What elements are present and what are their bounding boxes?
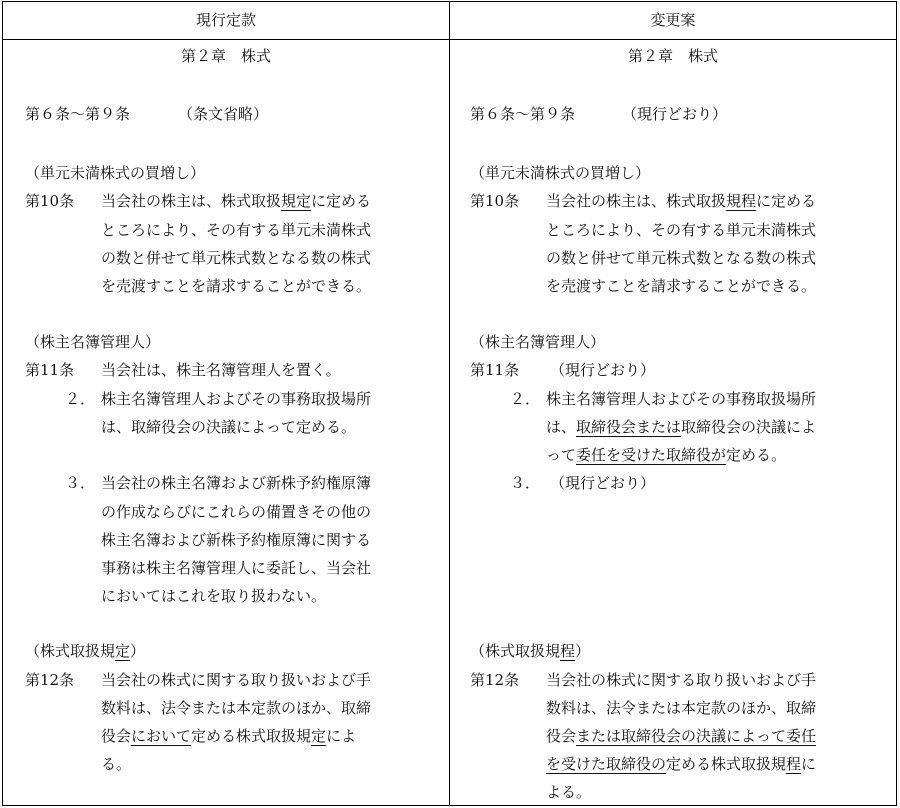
amended-text: 委任を受けた取締役が — [576, 446, 727, 464]
article-text: （条文省略） — [178, 105, 269, 123]
amended-text: 程 — [786, 755, 802, 773]
item-number: ２． — [65, 390, 96, 408]
article-text-line: においてはこれを取り扱わない。 — [101, 587, 327, 605]
column-divider — [449, 2, 450, 805]
article-label: 第10条 — [470, 192, 520, 210]
article-label: 第６条～第９条 — [470, 105, 576, 123]
article-label: 第12条 — [470, 671, 520, 689]
article-label: 第12条 — [25, 671, 75, 689]
article-text-line: 事務は株主名簿管理人に委託し、当会社 — [101, 559, 372, 577]
article-text-line: 数料は、法令または本定款のほか、取締 — [546, 699, 817, 717]
amended-text: において — [131, 727, 192, 745]
article-text-line: 株主名簿管理人およびその事務取扱場所 — [546, 390, 817, 408]
article-title: （単元未満株式の買増し） — [25, 164, 206, 182]
amended-text: 規定 — [281, 192, 312, 210]
item-number: ３． — [65, 474, 96, 492]
article-label: 第11条 — [25, 361, 75, 379]
article-text-line: を売渡すことを請求することができる。 — [546, 277, 817, 295]
article-text-line: る。 — [101, 755, 132, 773]
amended-text: または取締役会の決議によって委任 — [576, 727, 817, 745]
article-text-line: 当会社の株主は、株式取扱規定に定める — [101, 192, 372, 210]
article-text-line: よる。 — [546, 783, 592, 801]
article-text-line: は、取締役会の決議によって定める。 — [101, 418, 357, 436]
article-text-line: ところにより、その有する単元未満株式 — [101, 221, 372, 239]
header-current: 現行定款 — [195, 11, 256, 29]
article-title: （株式取扱規定） — [25, 642, 146, 660]
amended-text: 程 — [560, 642, 576, 660]
article-text-line: 当会社の株主は、株式取扱規程に定める — [546, 192, 817, 210]
article-label: 第10条 — [25, 192, 75, 210]
articles-comparison-table — [2, 1, 897, 806]
article-label: 第11条 — [470, 361, 520, 379]
item-number: ２． — [510, 390, 541, 408]
article-text: （現行どおり） — [622, 105, 728, 123]
item-number: ３． — [510, 474, 541, 492]
article-text-line: 株主名簿管理人およびその事務取扱場所 — [101, 390, 372, 408]
article-text-line: の作成ならびにこれらの備置きその他の — [101, 503, 372, 521]
article-text-line: 株主名簿および新株予約権原簿に関する — [101, 531, 372, 549]
article-text-line: を売渡すことを請求することができる。 — [101, 277, 372, 295]
article-text-line: 役会または取締役会の決議によって委任 — [546, 727, 817, 745]
article-title: （株主名簿管理人） — [470, 333, 606, 351]
article-text-line: 役会において定める株式取扱規定によ — [101, 727, 357, 745]
chapter-heading: 第２章 株式 — [627, 47, 718, 65]
article-text-line: 数料は、法令または本定款のほか、取締 — [101, 699, 372, 717]
article-text-line: を受けた取締役の定める株式取扱規程に — [546, 755, 817, 773]
article-text-line: 当会社は、株主名簿管理人を置く。 — [101, 361, 341, 379]
amended-text: を受けた取締役の — [546, 755, 667, 773]
article-text-line: って委任を受けた取締役が定める。 — [546, 446, 787, 464]
amended-text: 定 — [311, 727, 327, 745]
article-text-line: （現行どおり） — [550, 361, 656, 379]
article-text-line: 当会社の株式に関する取り扱いおよび手 — [546, 671, 817, 689]
chapter-heading: 第２章 株式 — [180, 47, 271, 65]
article-title: （単元未満株式の買増し） — [470, 164, 651, 182]
article-title: （株式取扱規程） — [470, 642, 591, 660]
article-text-line: 当会社の株主名簿および新株予約権原簿 — [101, 474, 372, 492]
article-text-line: の数と併せて単元株式数となる数の株式 — [546, 249, 817, 267]
article-title: （株主名簿管理人） — [25, 333, 161, 351]
article-text: （現行どおり） — [550, 474, 656, 492]
amended-text: 規程 — [726, 192, 757, 210]
article-text-line: の数と併せて単元株式数となる数の株式 — [101, 249, 372, 267]
amended-text: 定 — [115, 642, 131, 660]
article-text-line: ところにより、その有する単元未満株式 — [546, 221, 817, 239]
article-text-line: 当会社の株式に関する取り扱いおよび手 — [101, 671, 372, 689]
amended-text: 取締役会または — [576, 418, 682, 436]
header-proposed: 変更案 — [650, 11, 696, 29]
article-text-line: は、取締役会または取締役会の決議によ — [546, 418, 817, 436]
article-label: 第６条～第９条 — [25, 105, 131, 123]
